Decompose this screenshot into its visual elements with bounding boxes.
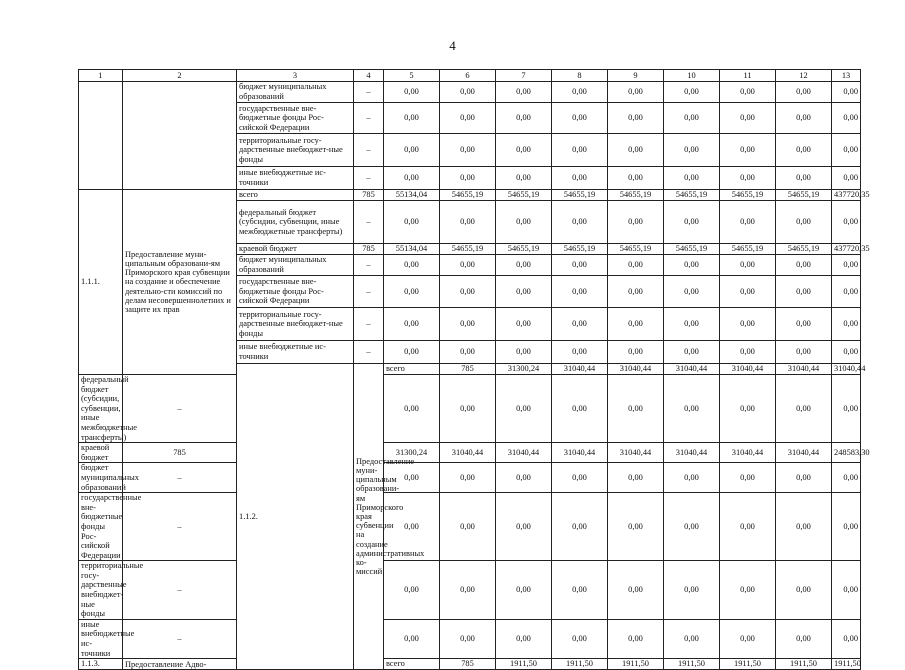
item-name-cell: Предоставление муни-ципальным образовани-ям Приморского края субвенции на создание административных ко-миссий <box>354 364 384 670</box>
amount-cell: 0,00 <box>664 276 720 308</box>
amount-cell: 0,00 <box>440 308 496 341</box>
amount-cell: 0,00 <box>720 375 776 443</box>
total-cell: 0,00 <box>832 341 861 364</box>
funding-source-cell: бюджет муниципальных образований <box>79 463 123 493</box>
column-header: 12 <box>776 70 832 82</box>
amount-cell: 1911,50 <box>496 659 552 670</box>
table-row <box>79 463 861 493</box>
code-cell: – <box>354 308 384 341</box>
amount-cell: 0,00 <box>776 463 832 493</box>
code-cell: – <box>123 375 237 443</box>
amount-cell: 0,00 <box>776 276 832 308</box>
funding-source-cell: территориальные госу-дарственные внебюджет-ные фонды <box>79 561 123 620</box>
amount-cell: 0,00 <box>552 167 608 190</box>
total-cell: 0,00 <box>832 561 861 620</box>
amount-cell: 0,00 <box>720 341 776 364</box>
code-cell: – <box>354 103 384 134</box>
amount-cell: 0,00 <box>496 493 552 561</box>
amount-cell: 0,00 <box>440 201 496 244</box>
table-row <box>79 82 861 103</box>
column-header: 6 <box>440 70 496 82</box>
amount-cell: 0,00 <box>720 255 776 276</box>
amount-cell: 54655,19 <box>664 244 720 255</box>
total-cell: 0,00 <box>832 201 861 244</box>
amount-cell: 0,00 <box>664 561 720 620</box>
amount-cell: 0,00 <box>552 308 608 341</box>
amount-cell: 0,00 <box>720 619 776 658</box>
amount-cell: 0,00 <box>384 276 440 308</box>
amount-cell: 0,00 <box>552 82 608 103</box>
total-cell: 437720,35 <box>832 190 861 201</box>
item-number-cell: 1.1.1. <box>79 190 123 375</box>
amount-cell: 0,00 <box>552 255 608 276</box>
item-number-cell <box>79 82 123 190</box>
amount-cell: 0,00 <box>440 103 496 134</box>
amount-cell: 0,00 <box>440 134 496 167</box>
amount-cell: 0,00 <box>608 201 664 244</box>
amount-cell: 0,00 <box>440 167 496 190</box>
item-name-cell: Предоставление Адво- <box>123 659 237 670</box>
total-cell: 0,00 <box>832 619 861 658</box>
code-cell: – <box>354 276 384 308</box>
amount-cell: 55134,04 <box>384 190 440 201</box>
amount-cell: 0,00 <box>384 167 440 190</box>
amount-cell: 0,00 <box>496 167 552 190</box>
amount-cell: 0,00 <box>776 341 832 364</box>
amount-cell: 0,00 <box>720 308 776 341</box>
total-cell: 0,00 <box>832 103 861 134</box>
amount-cell: 0,00 <box>720 103 776 134</box>
amount-cell: 0,00 <box>496 134 552 167</box>
amount-cell: 54655,19 <box>608 190 664 201</box>
amount-cell: 1911,50 <box>720 659 776 670</box>
total-cell: 0,00 <box>832 134 861 167</box>
amount-cell: 0,00 <box>496 375 552 443</box>
amount-cell: 0,00 <box>384 493 440 561</box>
header-row <box>79 70 861 82</box>
total-cell: 437720,35 <box>832 244 861 255</box>
funding-source-cell: территориальные госу-дарственные внебюджет-ные фонды <box>237 134 354 167</box>
amount-cell: 0,00 <box>608 341 664 364</box>
amount-cell: 54655,19 <box>496 244 552 255</box>
amount-cell: 31040,44 <box>832 364 861 375</box>
amount-cell: 0,00 <box>720 134 776 167</box>
amount-cell: 55134,04 <box>384 244 440 255</box>
amount-cell: 0,00 <box>608 276 664 308</box>
funding-source-cell: всего <box>237 190 354 201</box>
total-cell: 0,00 <box>832 308 861 341</box>
amount-cell: 0,00 <box>776 82 832 103</box>
amount-cell: 0,00 <box>720 167 776 190</box>
amount-cell: 0,00 <box>608 375 664 443</box>
column-header: 4 <box>354 70 384 82</box>
amount-cell: 31040,44 <box>720 364 776 375</box>
amount-cell: 0,00 <box>384 463 440 493</box>
amount-cell: 0,00 <box>496 82 552 103</box>
amount-cell: 0,00 <box>608 82 664 103</box>
item-number-cell: 1.1.2. <box>237 364 354 670</box>
code-cell: 785 <box>354 190 384 201</box>
amount-cell: 54655,19 <box>496 190 552 201</box>
amount-cell: 31040,44 <box>776 364 832 375</box>
table-row <box>79 443 861 463</box>
amount-cell: 31040,44 <box>664 364 720 375</box>
amount-cell: 0,00 <box>720 463 776 493</box>
amount-cell: 54655,19 <box>776 244 832 255</box>
amount-cell: 0,00 <box>384 308 440 341</box>
column-header: 5 <box>384 70 440 82</box>
amount-cell: 0,00 <box>552 134 608 167</box>
column-header: 13 <box>832 70 861 82</box>
amount-cell: 0,00 <box>496 276 552 308</box>
table-row <box>79 659 861 670</box>
amount-cell: 0,00 <box>608 167 664 190</box>
total-cell: 0,00 <box>832 82 861 103</box>
code-cell: – <box>354 134 384 167</box>
amount-cell: 0,00 <box>440 276 496 308</box>
item-name-cell <box>123 82 237 190</box>
amount-cell: 0,00 <box>608 103 664 134</box>
amount-cell: 0,00 <box>664 308 720 341</box>
table-body <box>79 82 870 670</box>
amount-cell: 0,00 <box>608 134 664 167</box>
amount-cell: 0,00 <box>384 201 440 244</box>
amount-cell: 0,00 <box>496 308 552 341</box>
amount-cell: 0,00 <box>496 201 552 244</box>
item-name-cell: Предоставление муни-ципальным образовани-ям Приморского края субвенции на создание и обеспечение деятельно-сти комиссий по делам несовершеннолетних и защите их прав <box>123 190 237 375</box>
amount-cell: 0,00 <box>552 463 608 493</box>
amount-cell: 0,00 <box>552 619 608 658</box>
code-cell: – <box>123 493 237 561</box>
amount-cell: 31300,24 <box>384 443 440 463</box>
amount-cell: 0,00 <box>776 255 832 276</box>
amount-cell: 0,00 <box>776 103 832 134</box>
amount-cell: 0,00 <box>384 375 440 443</box>
amount-cell: 0,00 <box>776 561 832 620</box>
amount-cell: 0,00 <box>496 561 552 620</box>
item-number-cell: 1.1.3. <box>79 659 123 670</box>
amount-cell: 0,00 <box>440 619 496 658</box>
amount-cell: 0,00 <box>776 619 832 658</box>
funding-source-cell: всего <box>384 364 440 375</box>
amount-cell: 31040,44 <box>608 443 664 463</box>
code-cell: – <box>123 619 237 658</box>
amount-cell: 0,00 <box>664 255 720 276</box>
amount-cell: 0,00 <box>552 276 608 308</box>
amount-cell: 0,00 <box>664 134 720 167</box>
amount-cell: 0,00 <box>608 493 664 561</box>
amount-cell: 0,00 <box>440 82 496 103</box>
amount-cell: 0,00 <box>608 561 664 620</box>
amount-cell: 0,00 <box>384 82 440 103</box>
funding-source-cell: государственные вне-бюджетные фонды Рос-сийской Федерации <box>79 493 123 561</box>
amount-cell: 0,00 <box>720 276 776 308</box>
amount-cell: 54655,19 <box>608 244 664 255</box>
funding-source-cell: иные внебюджетные ис-точники <box>79 619 123 658</box>
amount-cell: 1911,50 <box>664 659 720 670</box>
amount-cell: 31040,44 <box>608 364 664 375</box>
column-header: 2 <box>123 70 237 82</box>
amount-cell: 0,00 <box>720 561 776 620</box>
code-cell: – <box>354 341 384 364</box>
amount-cell: 0,00 <box>776 134 832 167</box>
amount-cell: 0,00 <box>440 493 496 561</box>
funding-source-cell: территориальные госу-дарственные внебюджет-ные фонды <box>237 308 354 341</box>
total-cell: 0,00 <box>832 493 861 561</box>
total-cell: 0,00 <box>832 167 861 190</box>
funding-source-cell: иные внебюджетные ис-точники <box>237 341 354 364</box>
amount-cell: 0,00 <box>608 308 664 341</box>
amount-cell: 0,00 <box>552 561 608 620</box>
amount-cell: 0,00 <box>776 375 832 443</box>
code-cell: – <box>354 201 384 244</box>
amount-cell: 54655,19 <box>720 244 776 255</box>
amount-cell: 54655,19 <box>664 190 720 201</box>
code-cell: 785 <box>440 364 496 375</box>
page-number: 4 <box>449 38 456 53</box>
amount-cell: 1911,50 <box>776 659 832 670</box>
amount-cell: 0,00 <box>776 493 832 561</box>
amount-cell: 0,00 <box>552 493 608 561</box>
amount-cell: 31040,44 <box>440 443 496 463</box>
amount-cell: 0,00 <box>440 463 496 493</box>
amount-cell: 0,00 <box>496 463 552 493</box>
amount-cell: 0,00 <box>608 255 664 276</box>
funding-source-cell: бюджет муниципальных образований <box>237 255 354 276</box>
total-cell: 248583,30 <box>832 443 861 463</box>
amount-cell: 54655,19 <box>440 190 496 201</box>
column-header: 7 <box>496 70 552 82</box>
code-cell: – <box>354 82 384 103</box>
amount-cell: 0,00 <box>496 103 552 134</box>
amount-cell: 54655,19 <box>776 190 832 201</box>
amount-cell: 0,00 <box>384 561 440 620</box>
code-cell: – <box>354 167 384 190</box>
amount-cell: 0,00 <box>664 493 720 561</box>
column-header: 9 <box>608 70 664 82</box>
code-cell: 785 <box>123 443 237 463</box>
amount-cell: 0,00 <box>384 341 440 364</box>
amount-cell: 0,00 <box>384 255 440 276</box>
amount-cell: 0,00 <box>608 619 664 658</box>
column-header: 3 <box>237 70 354 82</box>
amount-cell: 0,00 <box>552 201 608 244</box>
amount-cell: 0,00 <box>384 134 440 167</box>
code-cell: – <box>123 561 237 620</box>
column-header: 11 <box>720 70 776 82</box>
amount-cell: 0,00 <box>440 375 496 443</box>
amount-cell: 31040,44 <box>664 443 720 463</box>
funding-source-cell: федеральный бюджет (субсидии, субвенции, иные межбюджетные трансферты) <box>79 375 123 443</box>
funding-source-cell: государственные вне-бюджетные фонды Рос-сийской Федерации <box>237 103 354 134</box>
amount-cell: 54655,19 <box>720 190 776 201</box>
amount-cell: 0,00 <box>776 167 832 190</box>
funding-source-cell: краевой бюджет <box>79 443 123 463</box>
amount-cell: 0,00 <box>664 619 720 658</box>
column-header: 8 <box>552 70 608 82</box>
amount-cell: 0,00 <box>496 255 552 276</box>
amount-cell: 0,00 <box>552 341 608 364</box>
total-cell: 0,00 <box>832 375 861 443</box>
table-row <box>79 375 861 443</box>
amount-cell: 0,00 <box>720 493 776 561</box>
total-cell: 0,00 <box>832 255 861 276</box>
amount-cell: 0,00 <box>440 561 496 620</box>
amount-cell: 0,00 <box>776 308 832 341</box>
amount-cell: 0,00 <box>608 463 664 493</box>
amount-cell: 1911,50 <box>552 659 608 670</box>
column-header: 10 <box>664 70 720 82</box>
amount-cell: 0,00 <box>440 255 496 276</box>
amount-cell: 54655,19 <box>552 190 608 201</box>
code-cell: – <box>354 255 384 276</box>
amount-cell: 1911,50 <box>608 659 664 670</box>
amount-cell: 54655,19 <box>440 244 496 255</box>
amount-cell: 0,00 <box>664 201 720 244</box>
amount-cell: 1911,50 <box>832 659 861 670</box>
funding-source-cell: иные внебюджетные ис-точники <box>237 167 354 190</box>
amount-cell: 0,00 <box>496 341 552 364</box>
table-row <box>79 561 861 620</box>
amount-cell: 31040,44 <box>552 443 608 463</box>
funding-source-cell: бюджет муниципальных образований <box>237 82 354 103</box>
amount-cell: 54655,19 <box>552 244 608 255</box>
total-cell: 0,00 <box>832 276 861 308</box>
code-cell: 785 <box>354 244 384 255</box>
amount-cell: 31040,44 <box>496 443 552 463</box>
amount-cell: 0,00 <box>664 167 720 190</box>
budget-table <box>78 69 870 670</box>
amount-cell: 0,00 <box>496 619 552 658</box>
funding-source-cell: краевой бюджет <box>237 244 354 255</box>
amount-cell: 0,00 <box>552 375 608 443</box>
amount-cell: 0,00 <box>552 103 608 134</box>
amount-cell: 31040,44 <box>720 443 776 463</box>
amount-cell: 0,00 <box>664 463 720 493</box>
amount-cell: 0,00 <box>384 619 440 658</box>
amount-cell: 0,00 <box>720 82 776 103</box>
funding-source-cell: федеральный бюджет (субсидии, субвенции, иные межбюджетные трансферты) <box>237 201 354 244</box>
amount-cell: 0,00 <box>664 82 720 103</box>
amount-cell: 0,00 <box>664 375 720 443</box>
funding-source-cell: всего <box>384 659 440 670</box>
amount-cell: 0,00 <box>720 201 776 244</box>
code-cell: – <box>123 463 237 493</box>
table-row <box>79 190 861 201</box>
table-row <box>79 493 861 561</box>
amount-cell: 0,00 <box>776 201 832 244</box>
amount-cell: 0,00 <box>384 103 440 134</box>
amount-cell: 31040,44 <box>552 364 608 375</box>
amount-cell: 31300,24 <box>496 364 552 375</box>
code-cell: 785 <box>440 659 496 670</box>
table-row <box>79 619 861 658</box>
amount-cell: 0,00 <box>664 103 720 134</box>
amount-cell: 31040,44 <box>776 443 832 463</box>
amount-cell: 0,00 <box>440 341 496 364</box>
column-header: 1 <box>79 70 123 82</box>
total-cell: 0,00 <box>832 463 861 493</box>
amount-cell: 0,00 <box>664 341 720 364</box>
funding-source-cell: государственные вне-бюджетные фонды Рос-сийской Федерации <box>237 276 354 308</box>
